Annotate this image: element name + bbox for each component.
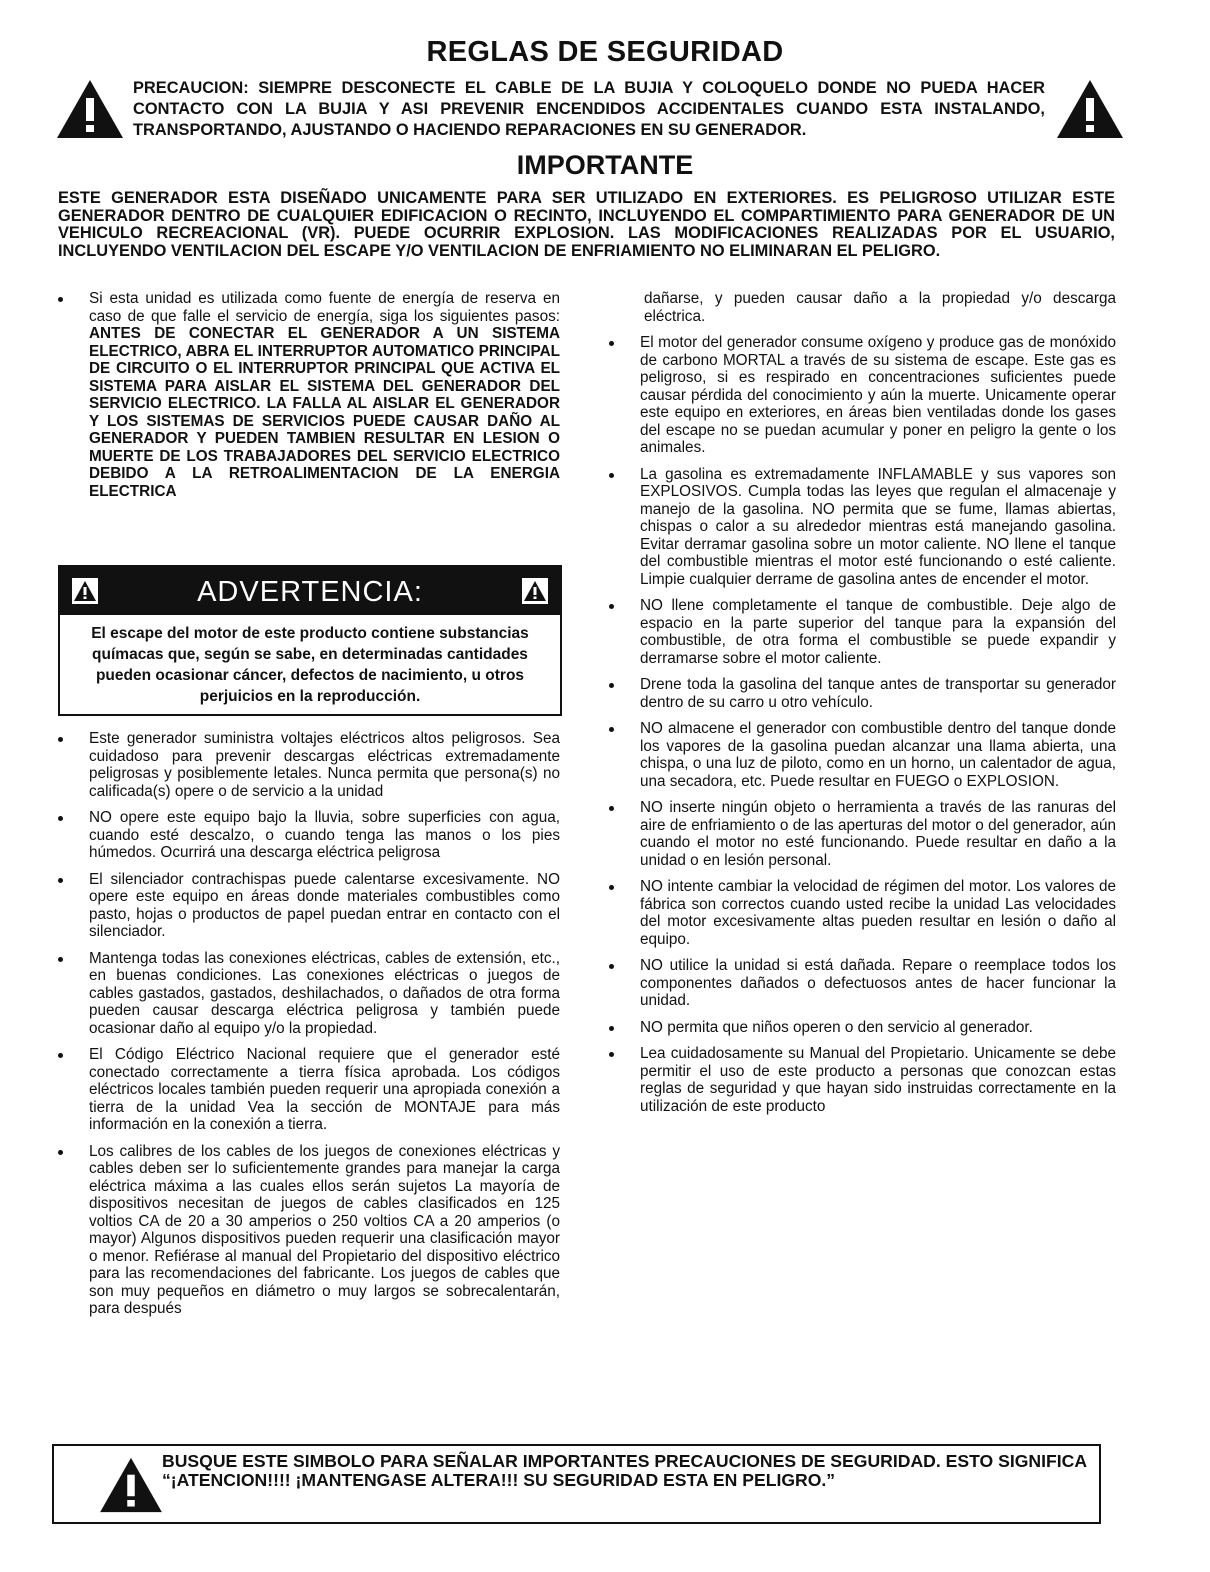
warning-header <box>60 567 560 615</box>
list-item <box>55 290 560 500</box>
warning-triangle-icon <box>522 578 548 604</box>
warning-text: El escape del motor de este producto contiene substancias químacas que, según se sabe, en determinadas cantidades pueden ocasionar cáncer, defectos de nacimiento, u otros perjuicios en la reproducción. <box>91 625 529 705</box>
bullet-icon <box>609 885 614 890</box>
continuation-text: dañarse, y pueden causar daño a la propiedad y/o descarga eléctrica. <box>644 290 1116 325</box>
list-item <box>55 871 560 941</box>
list-item <box>606 1019 1116 1037</box>
bullet-icon <box>609 964 614 969</box>
bullet-icon <box>609 1026 614 1031</box>
bullet-icon <box>58 1150 63 1155</box>
bullet-icon <box>609 727 614 732</box>
list-item-text: Lea cuidadosamente su Manual del Propietario. Unicamente se debe permitir el uso de este producto a personas que conozcan estas reglas de seguridad y que hayan sido instruidas correctamente en la utilización de este producto <box>640 1045 1116 1115</box>
list-item-text: NO utilice la unidad si está dañada. Repare o reemplace todos los componentes dañados o defectuosos antes de hacer funcionar la unidad. <box>640 957 1116 1009</box>
bullet-upper: ANTES DE CONECTAR EL GENERADOR A UN SISTEMA ELECTRICO, ABRA EL INTERRUPTOR AUTOMATICO PRINCIPAL DE CIRCUITO O EL INTERRUPTOR PRINCIPAL QUE ACTIVA EL SISTEMA PARA AISLAR EL SISTEMA DEL GENERADOR DEL SERVICIO ELECTRICO. LA FALLA AL AISLAR EL GENERADOR Y LOS SISTEMAS DE SERVICIOS PUEDE CAUSAR DAÑO AL GENERADOR Y PUEDEN TAMBIEN RESULTAR EN LESION O MUERTE DE LOS TRABAJADORES DEL SERVICIO ELECTRICO DEBIDO A LA RETROALIMENTACION DE LA ENERGIA ELECTRICA <box>89 325 560 500</box>
list-item-text: Mantenga todas las conexiones eléctricas, cables de extensión, etc., en buenas condiciones. Las conexiones eléctricas o juegos de cables gastados, gastados, deshilachados, o dañados de otra forma pueden causar descarga eléctrica peligrosa y también puede ocasionar daño al equipo y/o la propiedad. <box>89 949 560 1037</box>
list-item-text: El motor del generador consume oxígeno y produce gas de monóxido de carbono MORTAL a través de su sistema de escape. Este gas es peligroso, si es respirado en concentraciones suficientes puede causar pérdida del conocimiento y aún la muerte. Unicamente operar este equipo en exteriores, en áreas bien ventiladas donde los gases del escape no se puedan acumular y poner en peligro la gente o los animales. <box>640 334 1116 456</box>
right-column <box>606 290 1116 1124</box>
list-item <box>606 466 1116 589</box>
bullet-icon <box>609 806 614 811</box>
list-item-text: Este generador suministra voltajes eléctricos altos peligrosos. Sea cuidadoso para prevenir descargas eléctricas extremadamente peligrosas y posiblemente letales. Nunca permita que persona(s) no calificada(s) opere o de servicio a la unidad <box>89 730 560 800</box>
list-item <box>606 878 1116 948</box>
list-item <box>606 720 1116 790</box>
list-item <box>606 334 1116 457</box>
warning-triangle-icon <box>55 78 125 140</box>
list-item-text: NO llene completamente el tanque de combustible. Deje algo de espacio en la parte superior del tanque para la expansión del combustible, de otra forma el combustible se puede expandir y derramarse sobre el motor caliente. <box>640 597 1116 667</box>
list-item <box>606 597 1116 667</box>
left-column-top <box>55 290 560 509</box>
list-item <box>606 799 1116 869</box>
bullet-icon <box>58 878 63 883</box>
list-item <box>606 1045 1116 1115</box>
list-item-text: NO opere este equipo bajo la lluvia, sobre superficies con agua, cuando esté descalzo, o cuando tenga las manos o los pies húmedos. Ocurrirá una descarga eléctrica peligrosa <box>89 809 560 861</box>
bullet-icon <box>609 341 614 346</box>
list-item-text: La gasolina es extremadamente INFLAMABLE y sus vapores son EXPLOSIVOS. Cumpla todas las leyes que regulan el almacenaje y manejo de la gasolina. NO permita que se fume, llamas abiertas, chispas o calor a su alrededor mientras está manejando gasolina. Evitar derramar gasolina sobre un motor caliente. NO llene el tanque del combustible mientras el motor esté funcionando o esté caliente. Limpie cualquier derrame de gasolina antes de encender el motor. <box>640 465 1116 588</box>
caution-text: PRECAUCION: SIEMPRE DESCONECTE EL CABLE DE LA BUJIA Y COLOQUELO DONDE NO PUEDA HACER CONTACTO CON LA BUJIA Y ASI PREVENIR ENCENDIDOS ACCIDENTALES CUANDO ESTA INSTALANDO, TRANSPORTANDO, AJUSTANDO O HACIENDO REPARACIONES EN SU GENERADOR. <box>133 79 1045 139</box>
bullet-icon <box>609 1052 614 1057</box>
bullet-icon <box>58 957 63 962</box>
bullet-icon <box>58 1053 63 1058</box>
warning-box <box>58 565 562 716</box>
list-item <box>55 730 560 800</box>
list-item <box>55 809 560 862</box>
bullet-icon <box>58 816 63 821</box>
caution-block <box>55 74 1125 146</box>
warning-title: ADVERTENCIA: <box>197 576 423 608</box>
warning-triangle-icon <box>1055 78 1125 140</box>
bullet-icon <box>58 297 63 302</box>
bullet-icon <box>58 737 63 742</box>
list-item-text: NO almacene el generador con combustible dentro del tanque donde los vapores de la gasolina puedan alcanzar una llama abierta, una chispa, o una luz de piloto, como en un horno, un calentador de agua, una secadora, etc. Puede resultar en FUEGO o EXPLOSION. <box>640 720 1116 790</box>
bullet-icon <box>609 473 614 478</box>
bullet-intro: Si esta unidad es utilizada como fuente de energía de reserva en caso de que falle el servicio de energía, siga los siguientes pasos: <box>89 290 560 325</box>
list-item <box>606 957 1116 1010</box>
important-title: IMPORTANTE <box>516 150 694 180</box>
list-item <box>55 1143 560 1318</box>
list-item-text: NO permita que niños operen o den servicio al generador. <box>640 1018 1033 1036</box>
page-title: REGLAS DE SEGURIDAD <box>426 36 784 68</box>
bullet-icon <box>609 683 614 688</box>
list-item-text: El silenciador contrachispas puede calentarse excesivamente. NO opere este equipo en áreas donde materiales combustibles como pasto, hojas o productos de papel puedan entrar en contacto con el silenciador. <box>89 870 560 940</box>
left-column-bottom <box>55 730 560 1327</box>
bullet-icon <box>609 604 614 609</box>
list-item <box>55 950 560 1038</box>
footer-text: BUSQUE ESTE SIMBOLO PARA SEÑALAR IMPORTANTES PRECAUCIONES DE SEGURIDAD. ESTO SIGNIFICA “¡ATENCION!!!! ¡MANTENGASE ALTERA!!! SU SEGURIDAD ESTA EN PELIGRO.” <box>162 1451 1087 1490</box>
list-item-text: NO inserte ningún objeto o herramienta a través de las ranuras del aire de enfriamiento o de las aperturas del motor o del generador, aún cuando el motor no esté funcionando. Puede resultar en daño a la unidad o en lesión personal. <box>640 799 1116 869</box>
list-item-text: Los calibres de los cables de los juegos de conexiones eléctricas y cables deben ser lo suficientemente grandes para manejar la carga eléctrica máxima a las cuales ellos serán sujetos La mayoría de dispositivos necesitan de juegos de cables clasificados en 125 voltios CA de 20 a 30 amperios o 250 voltios CA a 20 amperios (o mayor) Algunos dispositivos pueden requerir una clasificación mayor o menor. Refiérase al manual del Propietario del dispositivo eléctrico para las recomendaciones del fabricante. Los juegos de cables que son muy pequeños en diámetro o muy largos se sobrecalentarán, para después <box>89 1142 560 1317</box>
list-item-text: NO intente cambiar la velocidad de régimen del motor. Los valores de fábrica son correctos cuando usted recibe la unidad Las velocidades del motor excesivamente altas pueden resultar en lesión o daño al equipo. <box>640 878 1116 948</box>
footer-notice <box>52 1444 1101 1524</box>
list-item <box>606 676 1116 711</box>
list-item-text: Drene toda la gasolina del tanque antes de transportar su generador dentro de su carro u otro vehículo. <box>640 676 1116 711</box>
list-item <box>55 1046 560 1134</box>
important-text: ESTE GENERADOR ESTA DISEÑADO UNICAMENTE PARA SER UTILIZADO EN EXTERIORES. ES PELIGROSO UTILIZAR ESTE GENERADOR DENTRO DE CUALQUIER EDIFICACION O RECINTO, INCLUYENDO EL COMPARTIMIENTO PARA GENERADOR DE UN VEHICULO RECREACIONAL (VR). PUEDE OCURRIR EXPLOSION. LAS MODIFICACIONES REALIZADAS POR EL USUARIO, INCLUYENDO VENTILACION DEL ESCAPE Y/O VENTILACION DE ENFRIAMIENTO NO ELIMINARAN EL PELIGRO. <box>58 189 1115 260</box>
list-item-text: El Código Eléctrico Nacional requiere que el generador esté conectado correctamente a tierra física aprobada. Los códigos eléctricos locales también pueden requerir una apropiada conexión a tierra de la unidad Vea la sección de MONTAJE para más información en la conexión a tierra. <box>89 1046 560 1133</box>
warning-triangle-icon <box>98 1456 164 1514</box>
